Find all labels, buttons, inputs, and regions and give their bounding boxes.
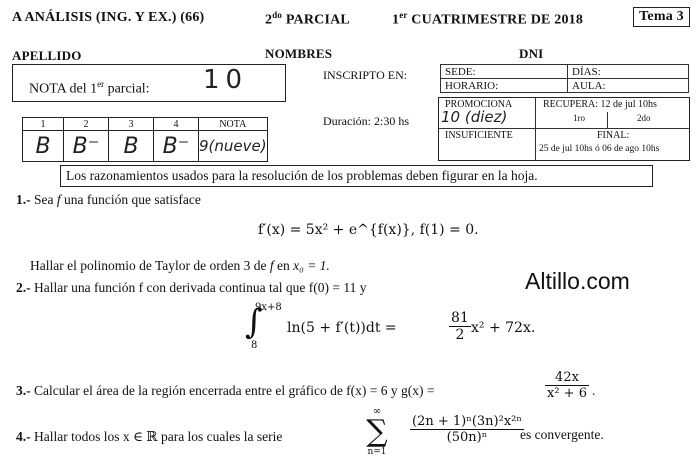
promociona-cell bbox=[439, 98, 536, 129]
problem-2-number: 2.- bbox=[16, 280, 31, 295]
problem-2 bbox=[16, 280, 367, 296]
duration-label: Duración: 2:30 hs bbox=[323, 114, 409, 128]
problem-1 bbox=[16, 192, 201, 208]
cuatri-sup: er bbox=[399, 10, 408, 20]
nota-primer-value: 10 bbox=[203, 65, 249, 95]
problem-4-fraction bbox=[410, 414, 524, 445]
integral-lower: 8 bbox=[251, 340, 258, 351]
promociona-label: PROMOCIONA bbox=[445, 99, 513, 110]
course-title: A ANÁLISIS (ING. Y EX.) (66) bbox=[12, 10, 205, 25]
grades-table bbox=[22, 117, 268, 162]
problem-1-number: 1.- bbox=[16, 192, 31, 207]
nota-primer-label bbox=[29, 79, 150, 98]
grade-value: B bbox=[109, 131, 154, 162]
integral-sign: ∫ bbox=[245, 302, 263, 342]
dias-label: DÍAS: bbox=[572, 65, 601, 78]
cuatri-label: CUATRIMESTRE DE 2018 bbox=[411, 12, 584, 28]
recupera-second: 2do bbox=[637, 113, 651, 123]
promociona-value: 10 (diez) bbox=[441, 108, 508, 126]
dias-cell bbox=[568, 65, 689, 79]
grade-header: 1 bbox=[23, 118, 64, 131]
problem-3 bbox=[16, 383, 435, 399]
problem-4-frac-num: (2n + 1)ⁿ(3n)²x²ⁿ bbox=[412, 414, 523, 429]
parcial-label: PARCIAL bbox=[285, 12, 350, 28]
parcial-sup: do bbox=[272, 10, 283, 20]
problem-2-fraction bbox=[449, 310, 471, 343]
grade-value: B⁻ bbox=[64, 131, 109, 162]
aula-cell bbox=[568, 79, 689, 93]
problem-1-text-a: Sea bbox=[34, 192, 57, 207]
grade-header: 4 bbox=[154, 118, 199, 131]
nota-primer-suffix: parcial: bbox=[104, 81, 150, 97]
grade-value: B bbox=[23, 131, 64, 162]
grade-header: 2 bbox=[64, 118, 109, 131]
problem-3-text: Calcular el área de la región encerrada entre el gráfico de f(x) = 6 y g(x) = bbox=[34, 383, 435, 398]
cuatrimestre-title bbox=[392, 10, 583, 29]
sum-bottom: n=1 bbox=[367, 447, 387, 457]
sede-label: SEDE: bbox=[445, 65, 476, 78]
final-label: FINAL: bbox=[597, 130, 630, 141]
aula-label: AULA: bbox=[572, 79, 606, 92]
problem-2-text: Hallar una función f con derivada continua tal que f(0) = 11 y bbox=[34, 280, 367, 295]
problem-4-frac-den: (50n)ⁿ bbox=[446, 430, 488, 445]
problem-3-frac-num: 42x bbox=[545, 370, 589, 386]
recupera-label: RECUPERA: 12 de jul 10hs bbox=[543, 99, 657, 110]
insuficiente-cell bbox=[439, 128, 536, 160]
sum-top: ∞ bbox=[372, 406, 382, 417]
problem-1-task-text: Hallar el polinomio de Taylor de orden 3 de bbox=[30, 258, 270, 273]
grade-value: 9(nueve) bbox=[199, 131, 268, 162]
parcial-number: 2 bbox=[265, 12, 273, 28]
grade-header: NOTA bbox=[199, 118, 268, 131]
sede-cell bbox=[441, 65, 568, 79]
problem-2-equation bbox=[245, 302, 545, 352]
horario-cell bbox=[441, 79, 568, 93]
problem-1-equation: f′(x) = 5x² + e^{f(x)}, f(1) = 0. bbox=[258, 222, 479, 238]
nota-primer-box bbox=[12, 64, 286, 102]
problem-1-text-b: una función que satisface bbox=[60, 192, 201, 207]
recupera-divider bbox=[607, 112, 608, 128]
nombres-label: NOMBRES bbox=[265, 46, 333, 61]
problem-4-end: es convergente. bbox=[520, 427, 604, 442]
problem-4 bbox=[16, 429, 282, 445]
final-dates: 25 de jul 10hs ó 06 de ago 10hs bbox=[539, 144, 660, 154]
problem-1-task bbox=[30, 258, 330, 274]
recupera-cell bbox=[535, 98, 689, 129]
problem-4-number: 4.- bbox=[16, 429, 31, 444]
recupera-first: 1ro bbox=[573, 113, 585, 123]
status-box bbox=[438, 97, 690, 161]
problem-1-task-b: en bbox=[273, 258, 294, 273]
inscripto-label: INSCRIPTO EN: bbox=[323, 68, 408, 82]
parcial-title bbox=[265, 10, 350, 29]
problem-2-rest: x² + 72x. bbox=[471, 320, 536, 336]
apellido-label: APELLIDO bbox=[12, 48, 82, 63]
problem-1-f: f bbox=[56, 192, 61, 207]
problem-3-number: 3.- bbox=[16, 383, 31, 398]
notice-box: Los razonamientos usados para la resolución de los problemas deben figurar en la hoja. bbox=[60, 165, 653, 187]
problem-1-task-f: f bbox=[269, 258, 274, 273]
problem-3-fraction bbox=[545, 370, 589, 401]
cuatri-number: 1 bbox=[392, 12, 400, 28]
problem-1-task-x0: x₀ = 1. bbox=[293, 258, 330, 273]
watermark: Altillo.com bbox=[525, 268, 630, 294]
summation bbox=[362, 407, 392, 465]
dni-label: DNI bbox=[519, 46, 544, 61]
integral-upper: 9x+8 bbox=[255, 302, 282, 313]
sigma-icon: ∑ bbox=[366, 414, 388, 449]
enrollment-table bbox=[440, 64, 689, 93]
tema-badge: Tema 3 bbox=[633, 7, 690, 27]
insuficiente-label: INSUFICIENTE bbox=[445, 130, 513, 141]
grade-value: B⁻ bbox=[154, 131, 199, 162]
integrand: ln(5 + f′(t))dt = bbox=[287, 320, 397, 336]
final-cell bbox=[535, 128, 689, 160]
grade-header: 3 bbox=[109, 118, 154, 131]
problem-3-frac-den: x² + 6 bbox=[547, 386, 587, 401]
problem-4-text: Hallar todos los x ∈ ℝ para los cuales la serie bbox=[34, 429, 283, 444]
problem-2-frac-num: 81 bbox=[451, 310, 469, 326]
horario-label: HORARIO: bbox=[445, 79, 499, 92]
nota-primer-text: NOTA del 1 bbox=[29, 81, 98, 97]
problem-3-end: . bbox=[592, 383, 596, 398]
nota-primer-sup: er bbox=[97, 79, 105, 89]
problem-2-frac-den: 2 bbox=[455, 327, 465, 343]
